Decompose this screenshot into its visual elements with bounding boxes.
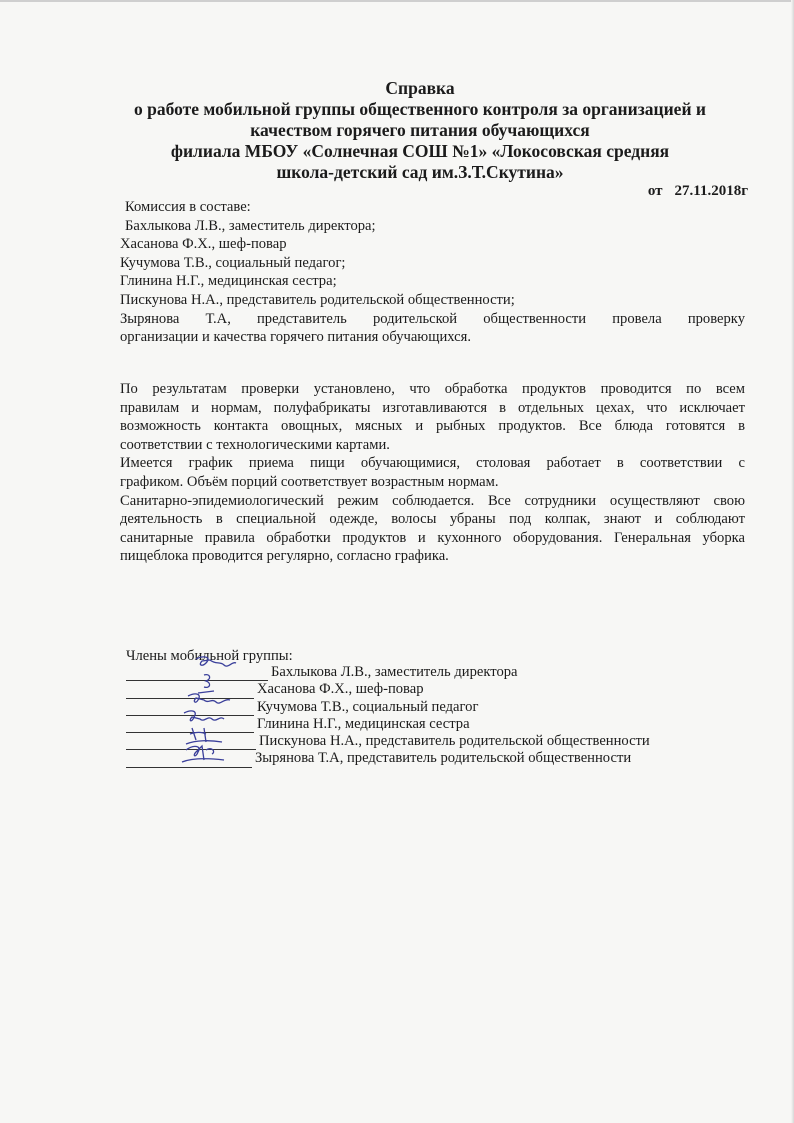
findings-line: пищеблока проводится регулярно, согласно графика. [120,548,449,565]
findings-line: правилам и нормам, полуфабрикаты изготавливаются в отдельных цехах, что исключает [120,399,745,416]
date-value: 27.11.2018г [674,183,748,199]
scan-edge [0,0,794,2]
commission-member: Кучумова Т.В., социальный педагог; [120,254,346,271]
findings-line: соответствии с технологическими картами. [120,436,390,453]
members-heading: Члены мобильной группы: [126,648,293,664]
commission-heading: Комиссия в составе: [125,199,251,215]
title-line: Справка [385,78,455,98]
commission-text: организации и качества горячего питания обучающихся. [120,329,471,346]
signatory-name: Хасанова Ф.Х., шеф-повар [257,681,424,698]
signatory-name: Бахлыкова Л.В., заместитель директора [271,664,518,680]
signatory-name: Зырянова Т.А, представитель родительской общественности [255,750,632,767]
commission-member: Зырянова Т.А, представитель родительской общественности провела проверку [120,310,745,327]
title-line: о работе мобильной группы общественного контроля за организацией и [134,99,706,119]
date-prefix: от [647,183,663,199]
handwritten-signature [126,752,252,768]
findings-line: Имеется график приема пищи обучающимися, столовая работает в соответствии с [120,455,745,472]
commission-section [120,198,745,347]
signatory-name: Глинина Н.Г., медицинская сестра [257,715,470,732]
title-line: качеством горячего питания обучающихся [250,120,590,140]
findings-line: Санитарно-эпидемиологический режим соблюдается. Все сотрудники осуществляют свою [120,492,745,509]
document-title [90,78,750,183]
commission-member: Хасанова Ф.Х., шеф-повар [120,236,287,253]
commission-member: Пискунова Н.А., представитель родительской общественности; [120,291,515,308]
findings-line: По результатам проверки установлено, что обработка продуктов проводится по всем [120,381,745,397]
signatory-name: Пискунова Н.А., представитель родительской общественности [259,733,650,750]
findings-line: возможность контакта овощных, мясных и рыбных продуктов. Все блюда готовятся в [120,418,745,435]
findings-line: санитарные правила обработки продуктов и кухонного оборудования. Генеральная уборка [120,529,745,546]
commission-member: Бахлыкова Л.В., заместитель директора; [125,217,376,234]
findings-line: деятельность в специальной одежде, волосы убраны под колпак, знают и соблюдают [120,511,745,528]
title-line: филиала МБОУ «Солнечная СОШ №1» «Локосовская средняя [170,141,670,161]
findings-section [120,380,745,566]
findings-line: графиком. Объём порций соответствует возрастным нормам. [120,473,499,490]
signature-row [126,750,650,767]
commission-member: Глинина Н.Г., медицинская сестра; [120,273,337,290]
title-line: школа-детский сад им.З.Т.Скутина» [276,162,564,182]
signature-list [126,664,650,768]
signatory-name: Кучумова Т.В., социальный педагог [257,698,479,715]
